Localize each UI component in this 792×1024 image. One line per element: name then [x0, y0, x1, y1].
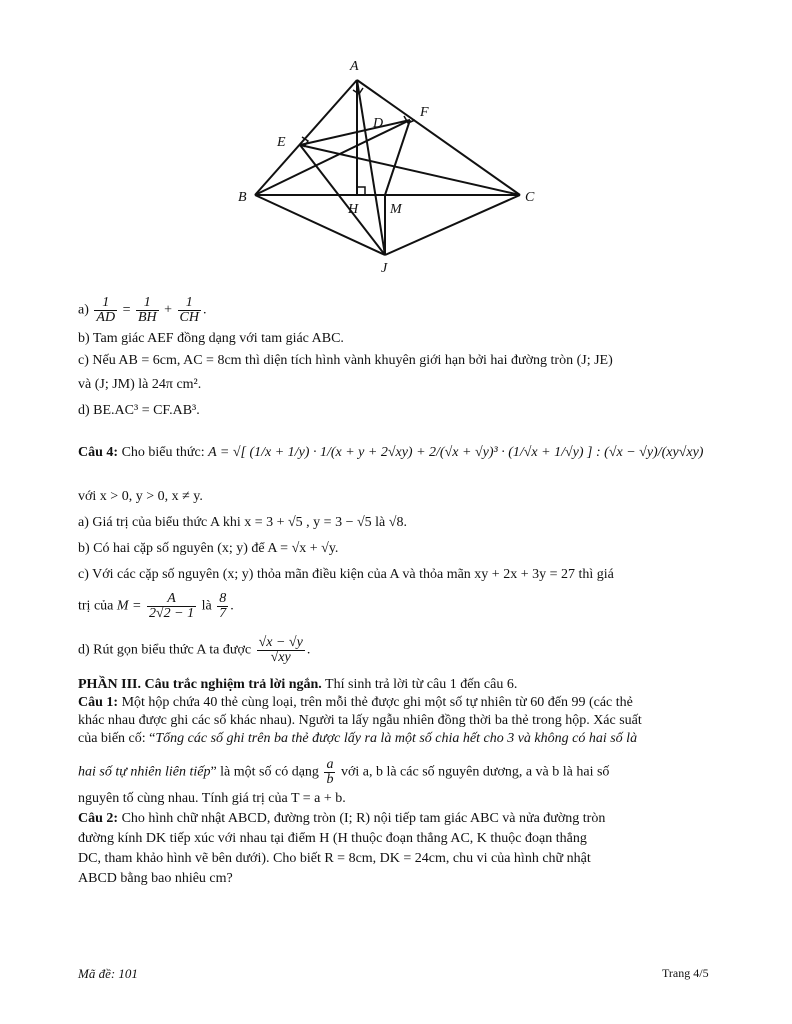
- exam-code: Mã đề: 101: [78, 966, 138, 981]
- q3-statement-a: a) $\frac{1}{AD}$ = $\frac{1}{BH}$ + $\frac{1}{CH}$ .: [78, 295, 207, 325]
- geometry-figure: [230, 50, 560, 275]
- label-D: D: [373, 116, 384, 131]
- label-E: E: [277, 135, 286, 150]
- q4-expression: A = √[ (1/x + 1/y) · 1/(x + y + 2√xy) + 2/(√x + √y)³ · (1/√x + 1/√y) ] : (√x − √y)/(xy√xy): [208, 445, 704, 460]
- q4-statement-c-line2: trị của M = $\frac{A}{2√2 - 1}$ là $\frac{8}{7}$ .: [78, 591, 234, 621]
- fraction: $\frac{a}{b}$: [326, 757, 334, 787]
- q3-statement-d: d) BE.AC³ = CF.AB³.: [78, 403, 200, 418]
- fraction: $\frac{1}{CH}$: [179, 295, 199, 325]
- label-M: M: [390, 202, 402, 217]
- q3-statement-c-line2: và (J; JM) là 24π cm².: [78, 377, 202, 392]
- part3-q2-line4: ABCD bằng bao nhiêu cm?: [78, 871, 233, 886]
- q3-statement-b: b) Tam giác AEF đồng dạng với tam giác ABC.: [78, 331, 344, 346]
- part3-q1-line3: của biến cố: “Tổng các số ghi trên ba thẻ được lấy ra là một số chia hết cho 3 và không có hai số là: [78, 731, 638, 746]
- q4-statement-b: b) Có hai cặp số nguyên (x; y) để A = √x + √y.: [78, 541, 339, 556]
- fraction: $\frac{8}{7}$: [219, 591, 227, 621]
- label-A: A: [350, 59, 359, 74]
- label-B: B: [238, 190, 247, 205]
- fraction: $\frac{1}{AD}$: [96, 295, 116, 325]
- q4-condition: với x > 0, y > 0, x ≠ y.: [78, 489, 203, 504]
- part3-q1-line2: khác nhau được ghi các số khác nhau). Người ta lấy ngẫu nhiên đồng thời ba thẻ trong hộp. Xác suất: [78, 713, 642, 728]
- part3-q2-line3: DC, tham khảo hình vẽ bên dưới). Cho biết R = 8cm, DK = 24cm, chu vi của hình chữ nhật: [78, 851, 591, 866]
- label-J: J: [381, 261, 388, 276]
- q4-expression-line: [78, 444, 703, 462]
- label-F: F: [420, 105, 429, 120]
- q4-intro: Cho biểu thức:: [121, 445, 205, 460]
- fraction: $\frac{1}{BH}$: [137, 295, 157, 325]
- fraction: $\frac{√x - √y}{√xy}$: [258, 635, 303, 665]
- q4-label: Câu 4:: [78, 445, 119, 460]
- label-C: C: [525, 190, 535, 205]
- triangle-diagram: [230, 50, 560, 275]
- part3-q2-line1: Câu 2: Cho hình chữ nhật ABCD, đường tròn (I; R) nội tiếp tam giác ABC và nửa đường tròn: [78, 811, 606, 826]
- q4-statement-c-line1: c) Với các cặp số nguyên (x; y) thỏa mãn điều kiện của A và thỏa mãn xy + 2x + 3y = 27 thì giá: [78, 567, 614, 582]
- q4-statement-a: a) Giá trị của biểu thức A khi x = 3 + √5 , y = 3 − √5 là √8.: [78, 515, 407, 530]
- label-H: H: [348, 202, 359, 217]
- part3-q1-line4: hai số tự nhiên liên tiếp” là một số có dạng $\frac{a}{b}$ với a, b là các số nguyên dương, a và b là hai số: [78, 757, 610, 787]
- part3-q1-line5: nguyên tố cùng nhau. Tính giá trị của T = a + b.: [78, 791, 346, 806]
- fraction: $\frac{A}{2√2 - 1}$: [148, 591, 195, 621]
- q4-statement-d: d) Rút gọn biểu thức A ta được $\frac{√x - √y}{√xy}$ .: [78, 635, 311, 665]
- q3-a-prefix: a): [78, 302, 89, 318]
- page-number: Trang 4/5: [662, 966, 709, 980]
- part3-q1-line1: Câu 1: Một hộp chứa 40 thẻ cùng loại, trên mỗi thẻ được ghi một số tự nhiên từ 60 đến 99 (các thẻ: [78, 695, 633, 710]
- q3-statement-c-line1: c) Nếu AB = 6cm, AC = 8cm thì diện tích hình vành khuyên giới hạn bởi hai đường tròn (J; JE): [78, 353, 613, 368]
- part3-heading: PHẦN III. Câu trắc nghiệm trả lời ngắn. Thí sinh trả lời từ câu 1 đến câu 6.: [78, 677, 518, 692]
- part3-q2-line2: đường kính DK tiếp xúc với nhau tại điểm H (H thuộc đoạn thẳng AC, K thuộc đoạn thẳng: [78, 831, 587, 846]
